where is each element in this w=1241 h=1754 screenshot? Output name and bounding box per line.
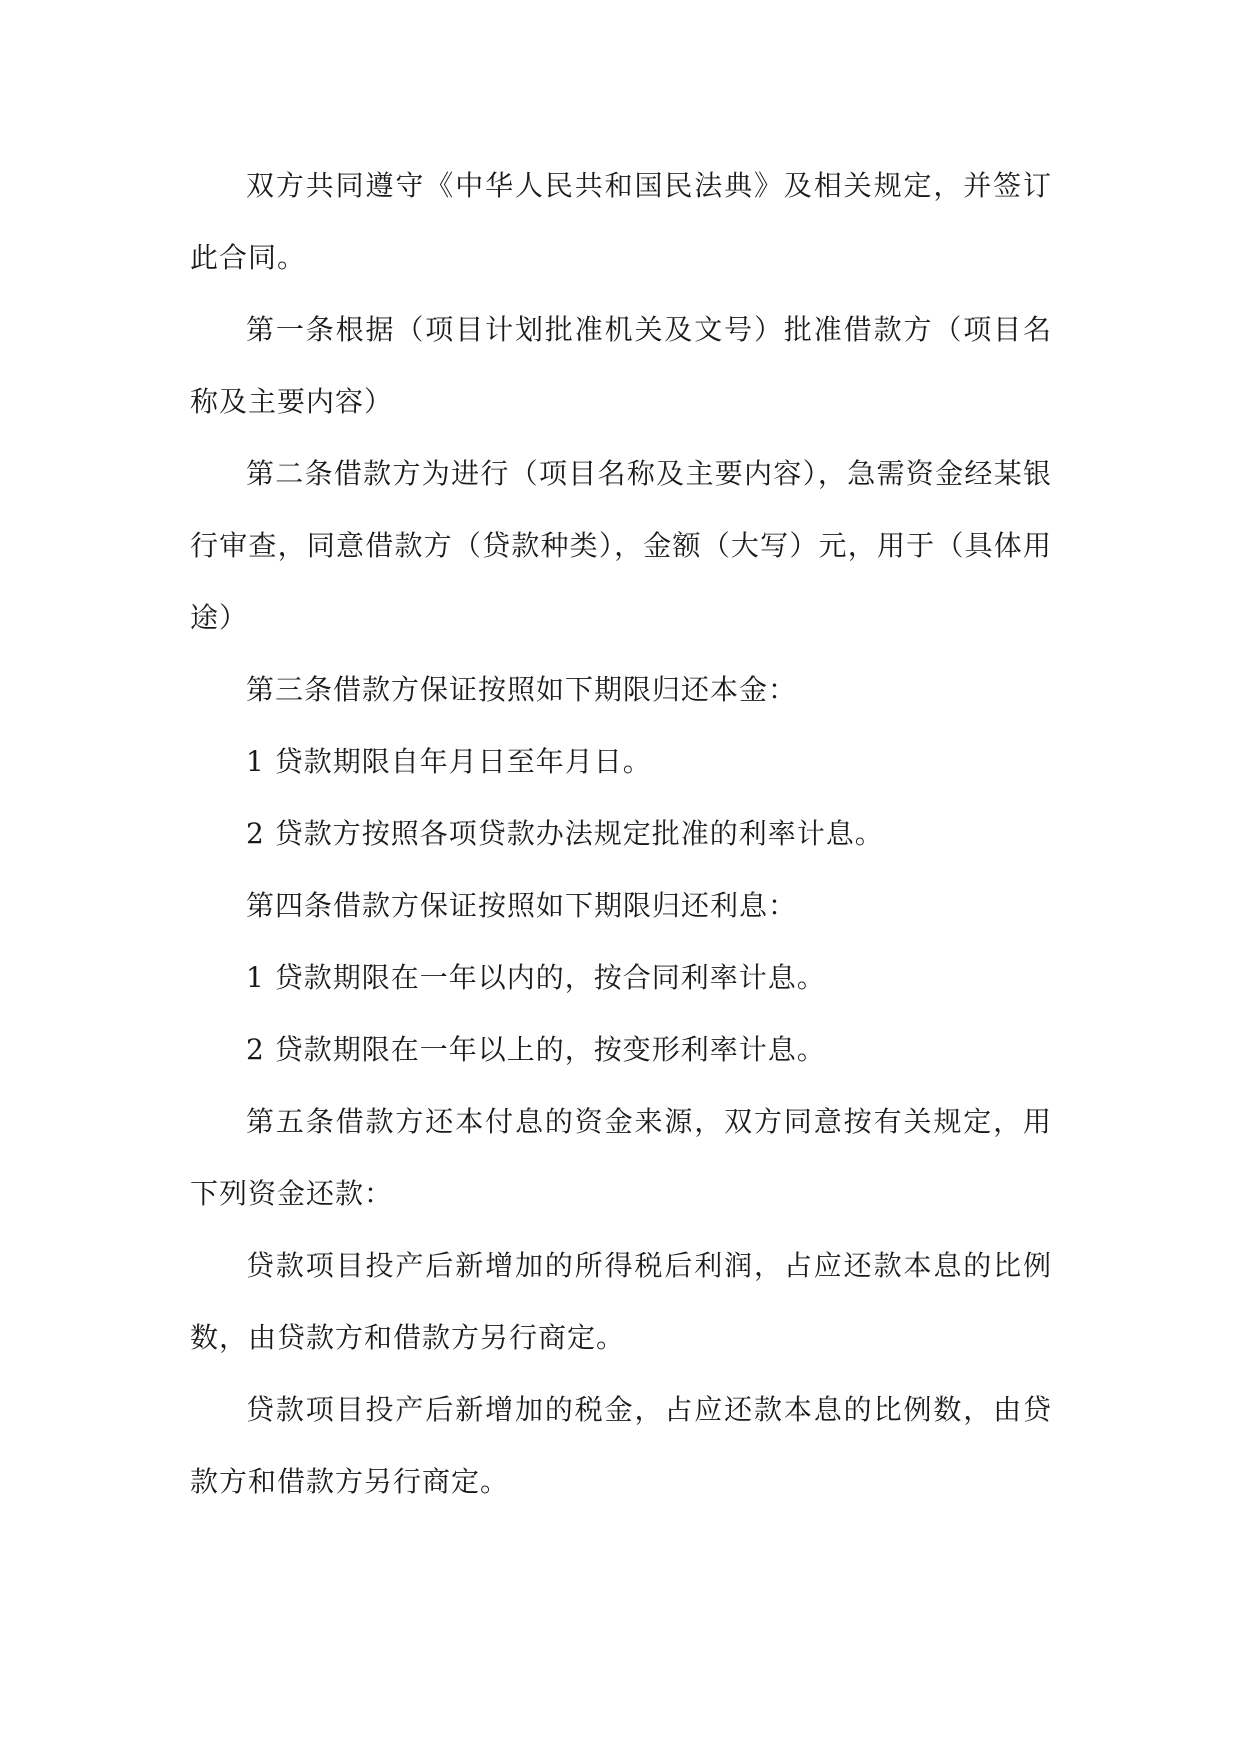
paragraph-article-4: 第四条借款方保证按照如下期限归还利息： — [246, 889, 798, 922]
document-body — [190, 150, 1052, 1518]
paragraph-agreement-intro: 双方共同遵守《中华人民共和国民法典》及相关规定，并签订此合同。 — [190, 169, 1052, 274]
paragraph-article-3: 第三条借款方保证按照如下期限归还本金： — [246, 673, 798, 706]
paragraph-article-3-item-2: 2 贷款方按照各项贷款办法规定批准的利率计息。 — [246, 817, 884, 850]
paragraph-article-3-item-1: 1 贷款期限自年月日至年月日。 — [246, 745, 652, 778]
paragraph-article-5-profit: 贷款项目投产后新增加的所得税后利润，占应还款本息的比例数，由贷款方和借款方另行商定。 — [190, 1249, 1052, 1354]
paragraph-article-2: 第二条借款方为进行（项目名称及主要内容），急需资金经某银行审查，同意借款方（贷款种类），金额（大写）元，用于（具体用途） — [190, 457, 1052, 634]
paragraph-article-5: 第五条借款方还本付息的资金来源，双方同意按有关规定，用下列资金还款： — [190, 1105, 1052, 1210]
paragraph-article-4-item-1: 1 贷款期限在一年以内的，按合同利率计息。 — [246, 961, 826, 994]
paragraph-article-4-item-2: 2 贷款期限在一年以上的，按变形利率计息。 — [246, 1033, 826, 1066]
paragraph-article-1: 第一条根据（项目计划批准机关及文号）批准借款方（项目名称及主要内容） — [190, 313, 1052, 418]
paragraph-article-5-tax: 贷款项目投产后新增加的税金，占应还款本息的比例数，由贷款方和借款方另行商定。 — [190, 1393, 1052, 1498]
